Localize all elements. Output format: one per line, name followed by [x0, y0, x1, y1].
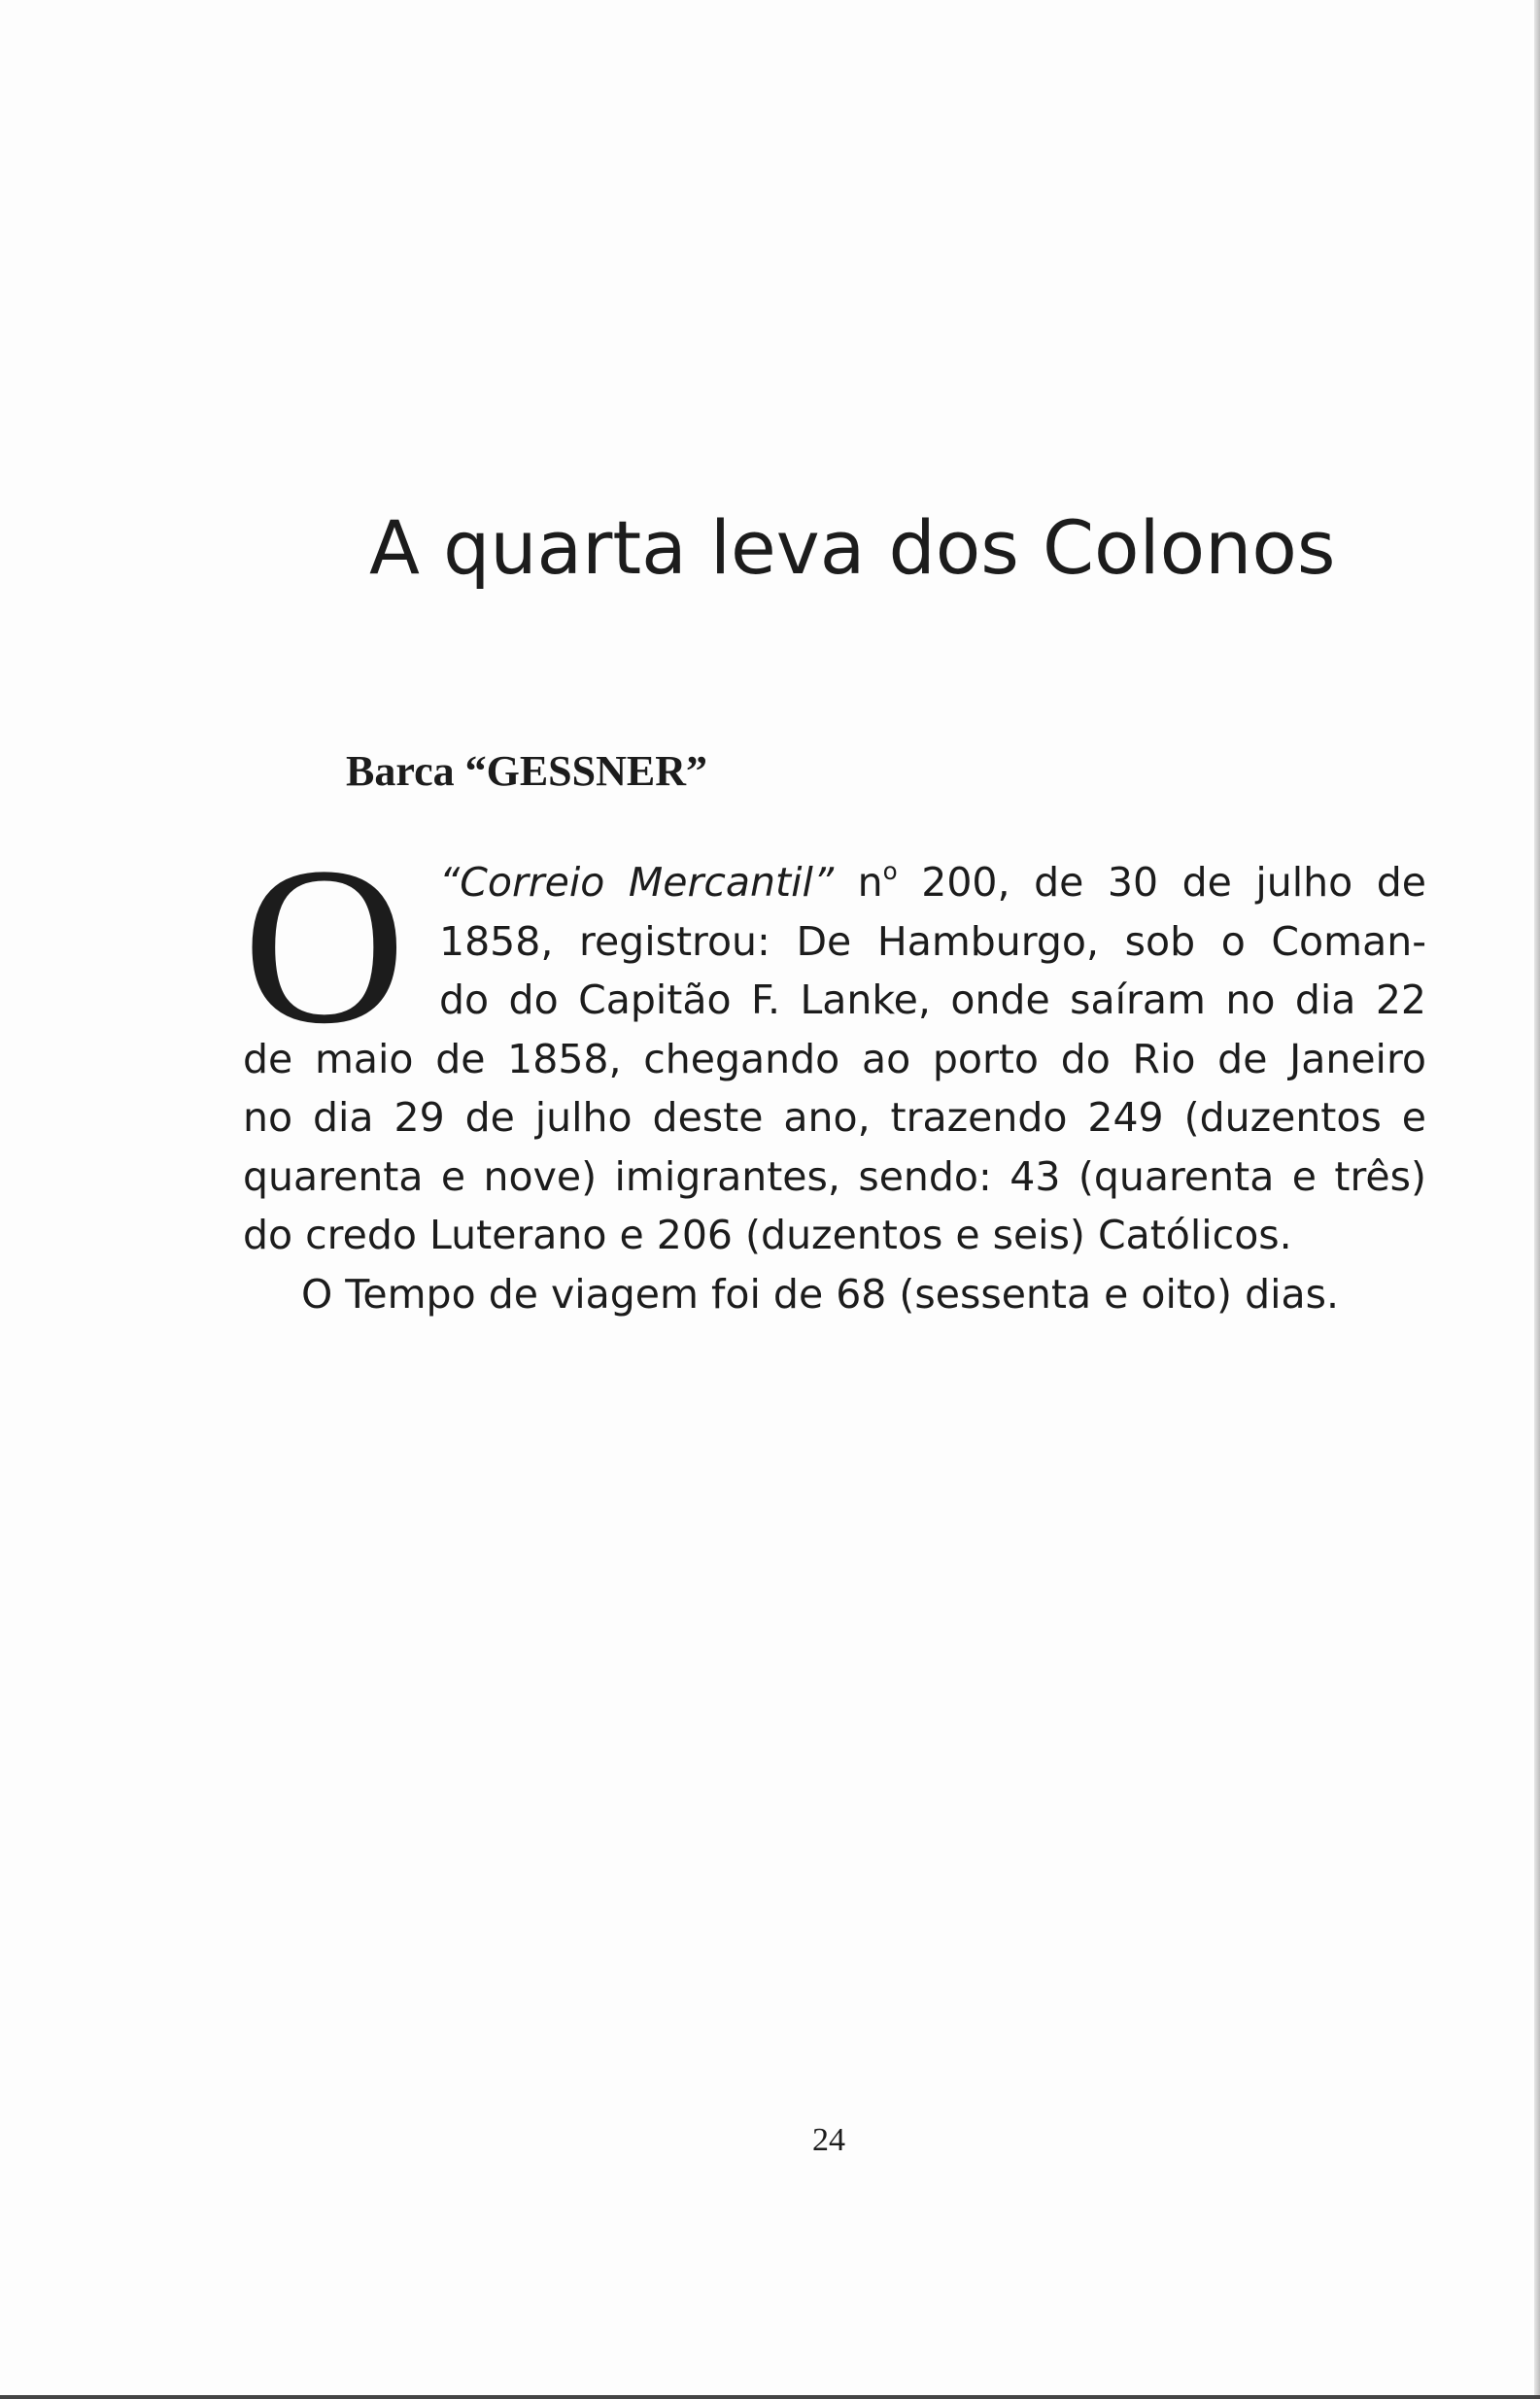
page-number: 24: [812, 2122, 845, 2158]
drop-cap: O: [243, 821, 406, 1071]
paragraph-line: O Tempo de viagem foi de 68 (sessenta e oito) dias.: [301, 1270, 1340, 1318]
paragraph-line: [243, 853, 1426, 912]
paragraph-line: de maio de 1858, chegando ao porto do Rio de Janeiro: [243, 1035, 1426, 1082]
section-heading: Barca “GESSNER”: [346, 747, 708, 795]
body-text: [243, 853, 1426, 1323]
paragraph-text: 200, de 30 de julho de: [897, 859, 1426, 906]
page-bottom-border: [0, 2395, 1540, 2399]
paragraph-line: no dia 29 de julho deste ano, trazendo 249 (duzentos e: [243, 1094, 1426, 1141]
paragraph-line: do credo Luterano e 206 (duzentos e seis) Católicos.: [243, 1212, 1292, 1258]
chapter-title: A quarta leva dos Colonos: [369, 504, 1336, 591]
degree-superscript: o: [882, 856, 898, 885]
page-edge-shadow: [1534, 0, 1540, 2399]
paragraph-line: quarenta e nove) imigrantes, sendo: 43 (quarenta e três): [243, 1152, 1426, 1200]
paragraph-line: 1858, registrou: De Hamburgo, sob o Coman-: [439, 917, 1426, 965]
newspaper-name: “Correio Mercantil”: [439, 859, 835, 906]
number-abbrev: n: [834, 859, 883, 906]
paragraph-line: do do Capitão F. Lanke, onde saíram no dia 22: [439, 977, 1426, 1023]
